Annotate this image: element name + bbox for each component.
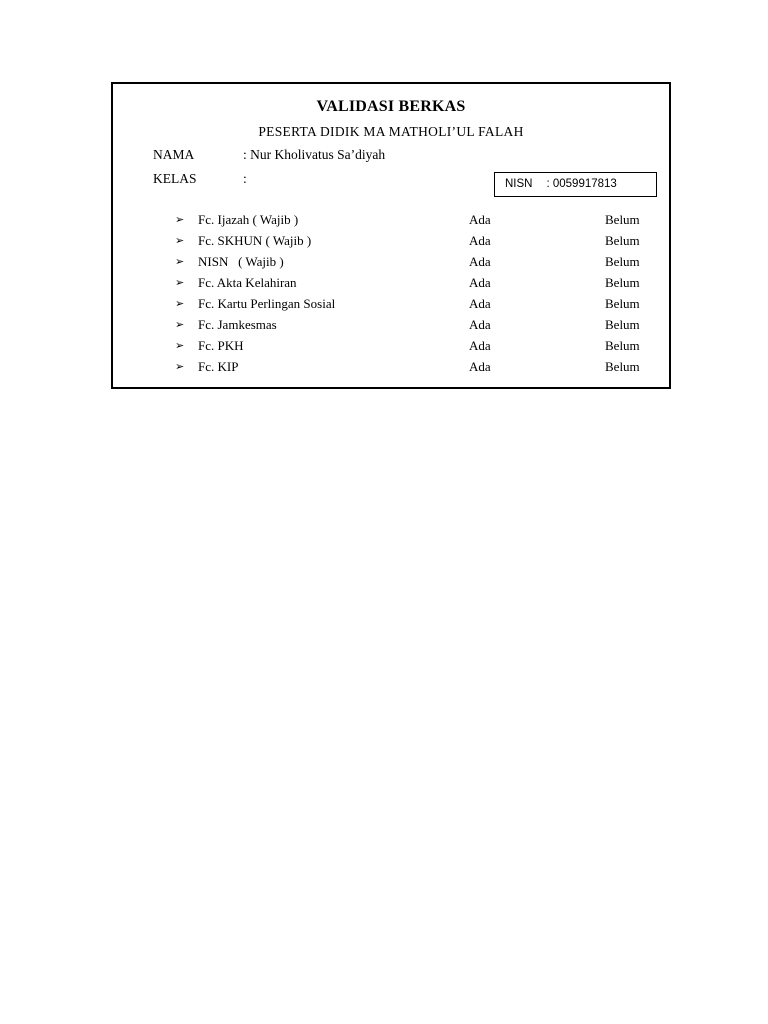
checklist-item-label: Fc. SKHUN ( Wajib ) [198,233,312,248]
arrow-bullet-icon: ➢ [175,297,185,310]
option-belum[interactable]: Belum [605,254,640,269]
arrow-bullet-icon: ➢ [175,339,185,352]
option-belum[interactable]: Belum [605,233,640,248]
checklist-item-skhun [113,233,669,254]
nisn-label: NISN [505,178,533,190]
kelas-label: KELAS [153,171,197,186]
checklist-item-pkh [113,338,669,359]
option-ada[interactable]: Ada [469,212,491,227]
arrow-bullet-icon: ➢ [175,276,185,289]
checklist-item-label: Fc. Kartu Perlingan Sosial [198,296,336,311]
checklist-item-kps [113,296,669,317]
nama-value: : Nur Kholivatus Sa’diyah [243,147,386,162]
checklist-item-label: Fc. Ijazah ( Wajib ) [198,212,299,227]
option-ada[interactable]: Ada [469,296,491,311]
checklist-item-label: Fc. PKH [198,338,244,353]
checklist-item-ijazah [113,212,669,233]
kelas-value: : [243,171,247,186]
option-belum[interactable]: Belum [605,275,640,290]
option-ada[interactable]: Ada [469,338,491,353]
nisn-value: : 0059917813 [546,178,617,190]
checklist-item-jamkesmas [113,317,669,338]
checklist-item-nisn [113,254,669,275]
option-ada[interactable]: Ada [469,359,491,374]
option-ada[interactable]: Ada [469,254,491,269]
form-title: VALIDASI BERKAS [316,98,466,115]
option-ada[interactable]: Ada [469,233,491,248]
checklist-item-label: Fc. Jamkesmas [198,317,277,332]
option-belum[interactable]: Belum [605,296,640,311]
arrow-bullet-icon: ➢ [175,360,185,373]
document-checklist [113,212,669,380]
arrow-bullet-icon: ➢ [175,234,185,247]
arrow-bullet-icon: ➢ [175,255,185,268]
nama-label: NAMA [153,147,195,162]
option-belum[interactable]: Belum [605,338,640,353]
validation-card [111,82,671,389]
checklist-item-akta [113,275,669,296]
arrow-bullet-icon: ➢ [175,318,185,331]
form-subtitle: PESERTA DIDIK MA MATHOLI’UL FALAH [258,124,524,139]
arrow-bullet-icon: ➢ [175,213,185,226]
option-belum[interactable]: Belum [605,317,640,332]
checklist-item-kip [113,359,669,380]
option-ada[interactable]: Ada [469,275,491,290]
checklist-item-label: Fc. KIP [198,359,239,374]
nisn-box [494,172,657,197]
option-belum[interactable]: Belum [605,359,640,374]
option-ada[interactable]: Ada [469,317,491,332]
option-belum[interactable]: Belum [605,212,640,227]
checklist-item-label: NISN ( Wajib ) [198,254,284,269]
checklist-item-label: Fc. Akta Kelahiran [198,275,297,290]
